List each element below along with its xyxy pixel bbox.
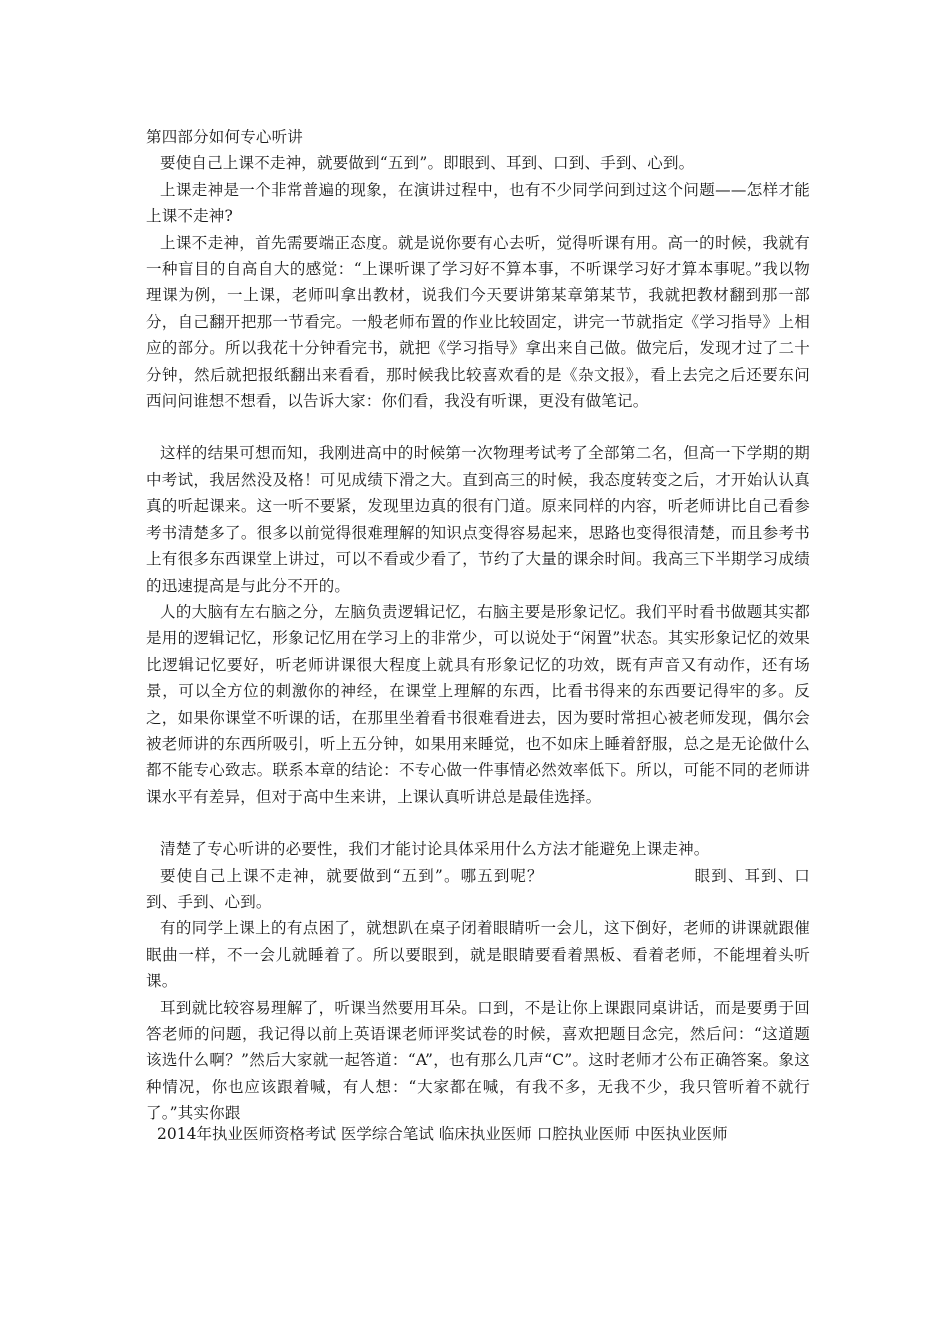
five-focus-list: 眼到、耳到、口到、手到、心到。: [146, 866, 810, 911]
paragraph-five-focus-intro: 要使自己上课不走神，就要做到“五到”。即眼到、耳到、口到、手到、心到。: [160, 154, 695, 173]
paragraph-eyes: 有的同学上课上的有点困了，就想趴在桌子闭着眼睛听一会儿，这下倒好，老师的讲课就跟催眠曲一样，不一会儿就睡着了。所以要眼到，就是眼睛要看着黑板、看着老师，不能埋着头听课。: [146, 919, 810, 991]
paragraph-brain-memory: 人的大脑有左右脑之分，左脑负责逻辑记忆，右脑主要是形象记忆。我们平时看书做题其实都是用的逻辑记忆，形象记忆用在学习上的非常少，可以说处于“闲置”状态。其实形象记忆的效果比逻辑记忆要好，听老师讲课很大程度上就具有形象记忆的功效，既有声音又有动作，还有场景，可以全方位的刺激你的神经，在课堂上理解的东西，比看书得来的东西要记得牢的多。反之，如果你课堂不听课的话，在那里坐着看书很难看进去，因为要时常担心被老师发现，偶尔会被老师讲的东西所吸引，听上五分钟，如果用来睡觉，也不如床上睡着舒服，总之是无论做什么都不能专心致志。联系本章的结论：不专心做一件事情必然效率低下。所以，可能不同的老师讲课水平有差异，但对于高中生来讲，上课认真听讲总是最佳选择。: [146, 602, 810, 806]
paragraph-necessity: 清楚了专心听讲的必要性，我们才能讨论具体采用什么方法才能避免上课走神。: [160, 840, 710, 859]
paragraph-ears-mouth: 耳到就比较容易理解了，听课当然要用耳朵。口到，不是让你上课跟同桌讲话，而是要勇于回答老师的问题，我记得以前上英语课老师评奖试卷的时候，喜欢把题目念完，然后问：“这道题该选什么啊？”然后大家就一起答道：“A”，也有那么几声“C”。这时老师才公布正确答案。象这种情况，你也应该跟着喊，有人想：“大家都在喊，有我不多，无我不少，我只管听着不就行了。”其实你跟: [146, 998, 810, 1123]
paragraph-gap: [146, 414, 810, 440]
paragraph-gap: [146, 810, 810, 836]
paragraph-result: 这样的结果可想而知，我刚进高中的时候第一次物理考试考了全部第二名，但高一下学期的期中考试，我居然没及格！可见成绩下滑之大。直到高三的时候，我态度转变之后，才开始认认真真的听起课来。这一听不要紧，发现里边真的很有门道。原来同样的内容，听老师讲比自己看参考书清楚多了。很多以前觉得很难理解的知识点变得容易起来，思路也变得很清楚，而且参考书上有很多东西课堂上讲过，可以不看或少看了，节约了大量的课余时间。我高三下半期学习成绩的迅速提高是与此分不开的。: [146, 444, 810, 595]
footer-exam-line: 2014年执业医师资格考试 医学综合笔试 临床执业医师 口腔执业医师 中医执业医师: [157, 1125, 728, 1143]
section-title: 第四部分如何专心听讲: [146, 128, 304, 146]
paragraph-attitude: 上课不走神，首先需要端正态度。就是说你要有心去听，觉得听课有用。高一的时候，我就有一种盲目的自高自大的感觉：“上课听课了学习好不算本事，不听课学习好才算本事呢。”我以物理课为例，一上课，老师叫拿出教材，说我们今天要讲第某章第某节，我就把教材翻到那一部分，自己翻开把那一节看完。一般老师布置的作业比较固定，讲完一节就指定《学习指导》上相应的部分。所以我花十分钟看完书，就把《学习指导》拿出来自己做。做完后，发现才过了二十分钟，然后就把报纸翻出来看看，那时候我比较喜欢看的是《杂文报》，看上去完之后还要东问西问问谁想不想看，以告诉大家：你们看，我没有听课，更没有做笔记。: [146, 233, 810, 411]
paragraph-which-five: [146, 863, 810, 916]
document-body: [146, 124, 810, 1127]
paragraph-common-problem: 上课走神是一个非常普遍的现象，在演讲过程中，也有不少同学问到过这个问题——怎样才能上课不走神?: [146, 180, 810, 226]
which-five-question: 要使自己上课不走神，就要做到“五到”。哪五到呢？: [160, 866, 544, 885]
